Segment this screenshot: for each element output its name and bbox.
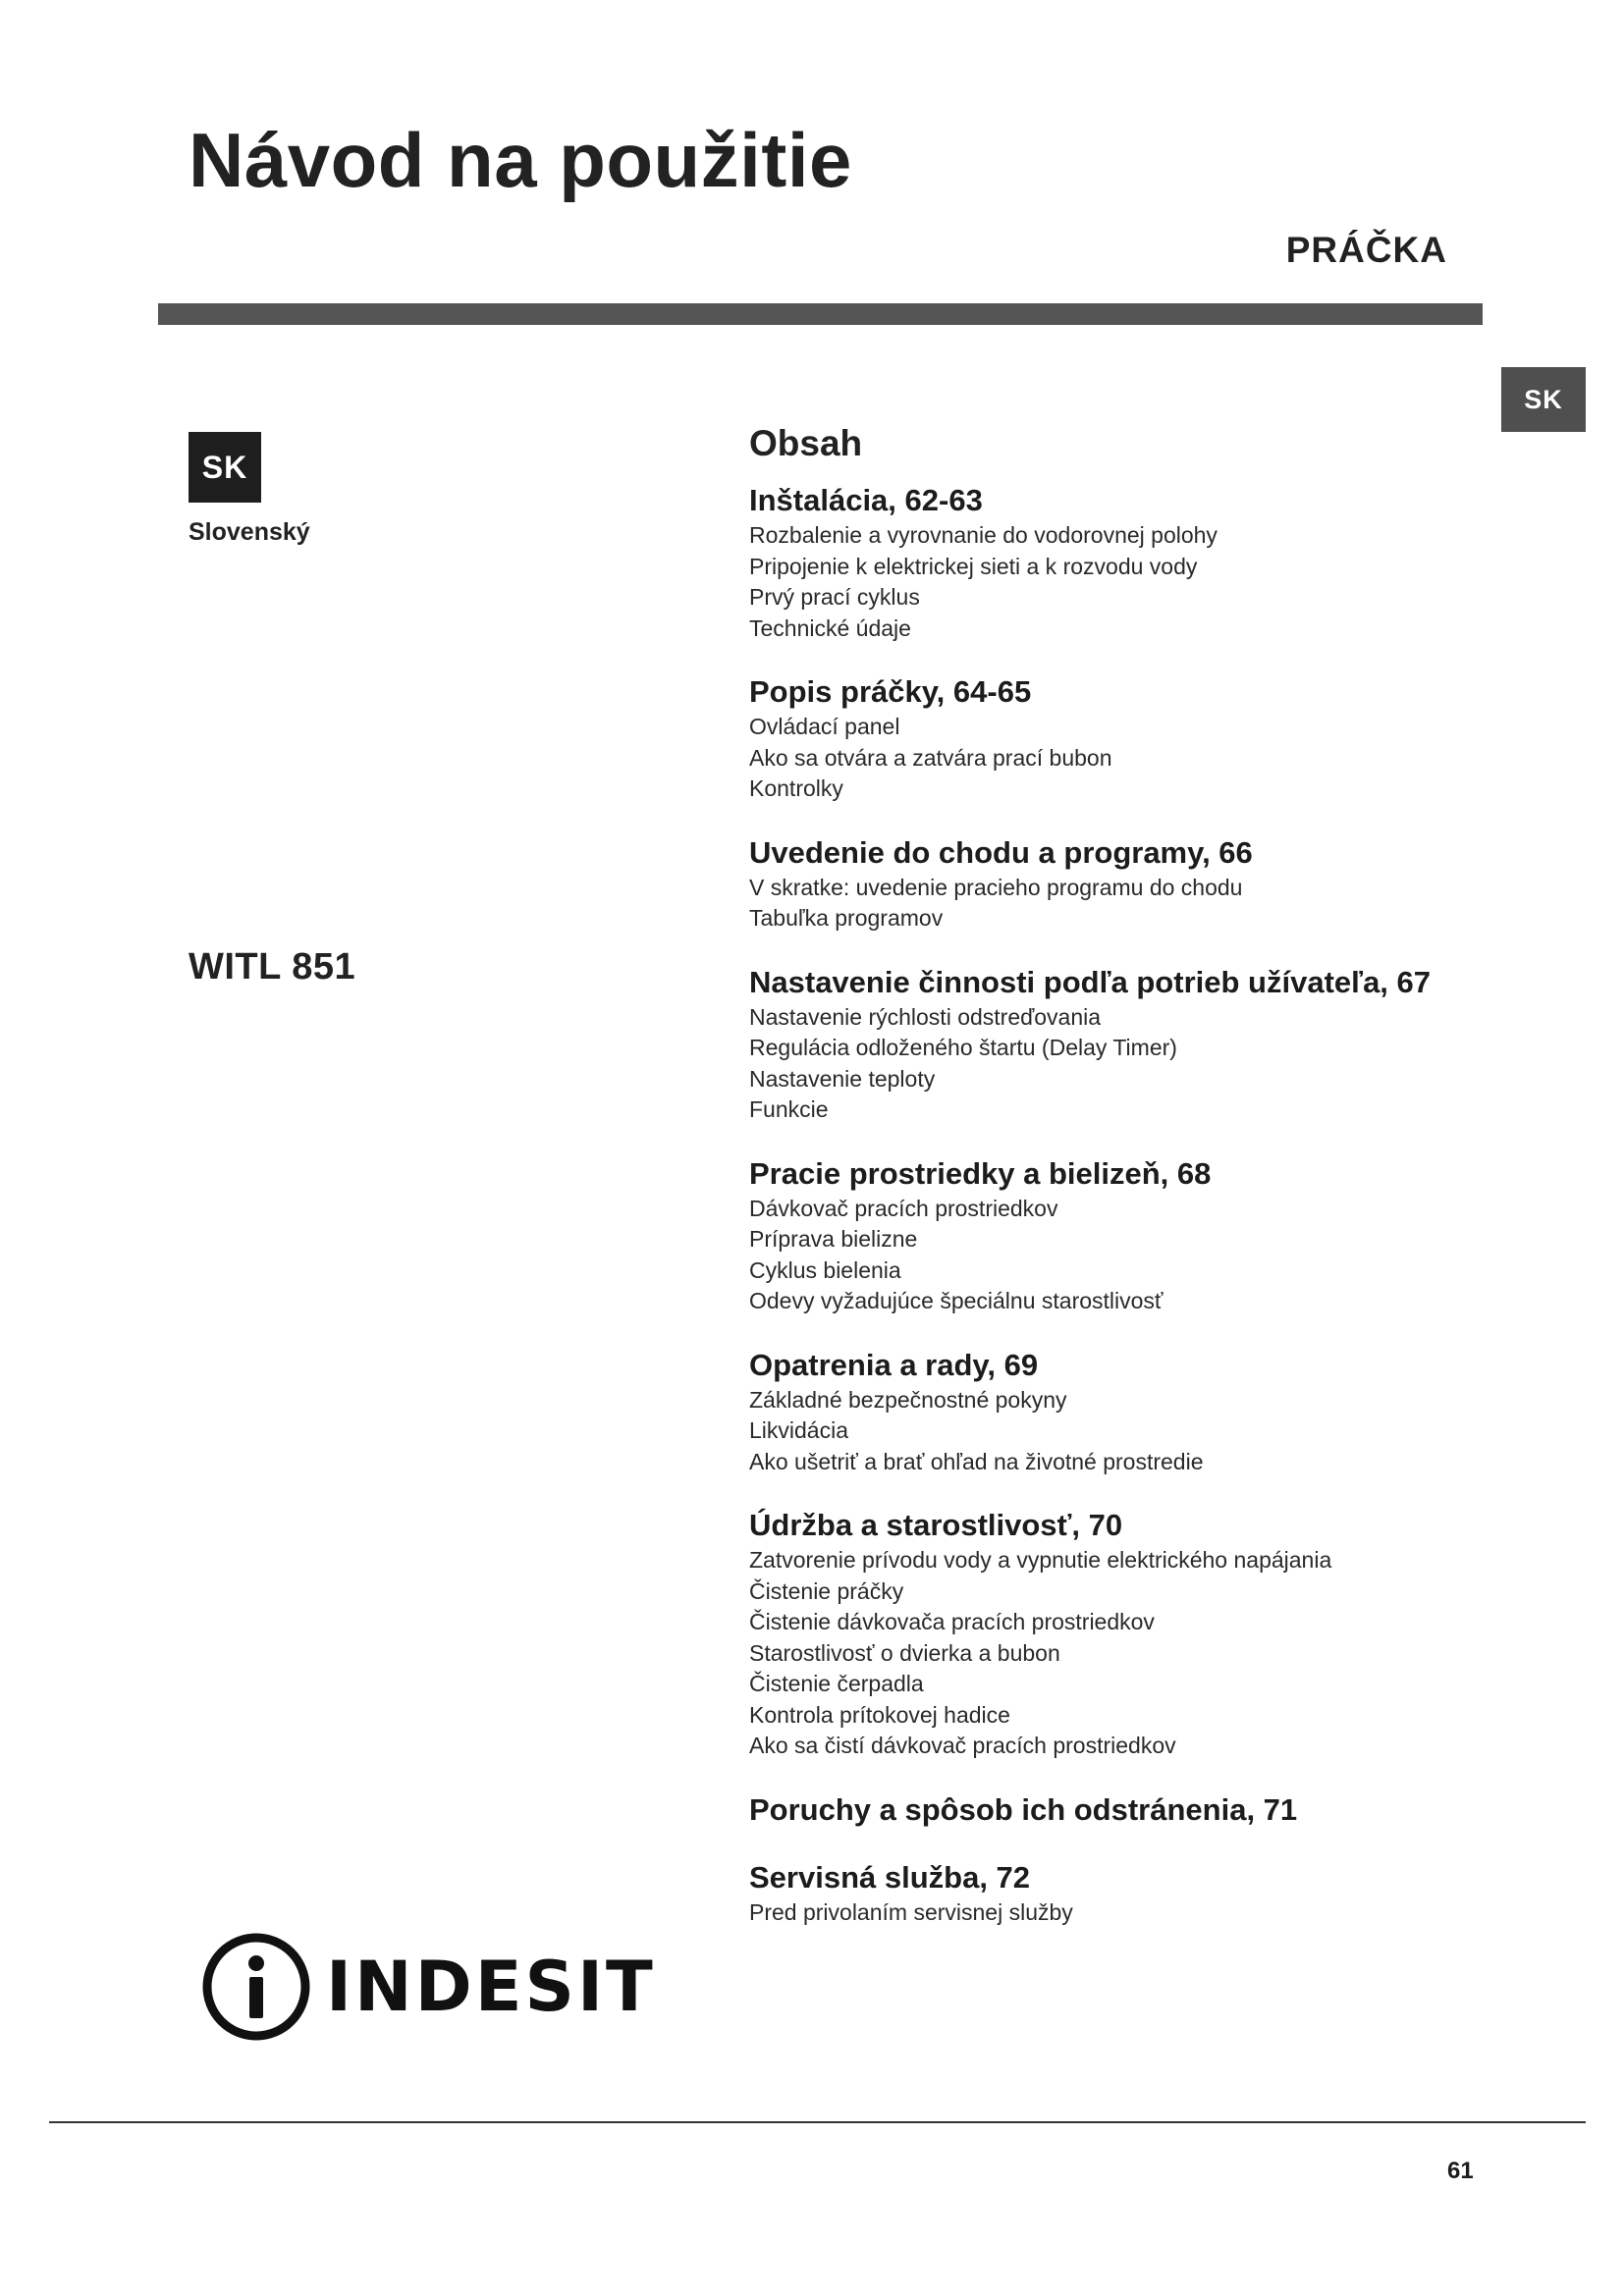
toc-item-list [749, 1194, 1495, 1317]
toc-section [749, 1790, 1495, 1830]
toc-item: Pripojenie k elektrickej sieti a k rozvodu vody [749, 553, 1198, 579]
toc-item: Tabuľka programov [749, 905, 944, 931]
toc-item: Likvidácia [749, 1417, 848, 1443]
footer-rule [49, 2121, 1586, 2123]
toc-item: Nastavenie rýchlosti odstreďovania [749, 1003, 1102, 1030]
toc-section [749, 1154, 1495, 1317]
toc-item: Dávkovač pracích prostriedkov [749, 1195, 1058, 1221]
toc-item: Čistenie dávkovača pracích prostriedkov [749, 1609, 1155, 1634]
toc-item: V skratke: uvedenie pracieho programu do chodu [749, 874, 1243, 900]
table-of-contents [749, 420, 1495, 1956]
model-name: WITL 851 [189, 946, 356, 988]
toc-section-heading: Inštalácia, 62-63 [749, 483, 983, 517]
toc-item-list [749, 873, 1495, 934]
toc-item: Rozbalenie a vyrovnanie do vodorovnej polohy [749, 522, 1218, 548]
toc-section-heading: Servisná služba, 72 [749, 1859, 1031, 1895]
toc-sections [749, 481, 1495, 1928]
toc-item-list [749, 1545, 1495, 1762]
toc-item: Regulácia odloženého štartu (Delay Timer) [749, 1035, 1177, 1060]
toc-section-heading: Nastavenie činnosti podľa potrieb užívateľa, 67 [749, 964, 1432, 999]
toc-item: Čistenie práčky [749, 1577, 904, 1604]
toc-item: Ako ušetriť a brať ohľad na životné prostredie [749, 1448, 1204, 1474]
toc-section [749, 963, 1495, 1126]
toc-section [749, 481, 1495, 644]
brand-wordmark: INDESIT [326, 1947, 656, 2027]
toc-title: Obsah [749, 423, 863, 463]
language-side-tab: SK [1501, 367, 1586, 432]
language-name: Slovenský [189, 518, 310, 546]
toc-item: Príprava bielizne [749, 1226, 918, 1252]
language-badge: SK [189, 432, 261, 503]
toc-item: Funkcie [749, 1096, 829, 1122]
toc-item-list [749, 520, 1495, 644]
toc-item: Ovládací panel [749, 714, 900, 739]
toc-item: Nastavenie teploty [749, 1065, 936, 1092]
toc-item: Technické údaje [749, 614, 911, 641]
toc-section-heading: Pracie prostriedky a bielizeň, 68 [749, 1155, 1212, 1191]
toc-item: Prvý prací cyklus [749, 584, 920, 610]
toc-item: Ako sa otvára a zatvára prací bubon [749, 744, 1112, 771]
indesit-logo [200, 1928, 656, 2046]
toc-section-heading: Opatrenia a rady, 69 [749, 1347, 1039, 1382]
toc-section [749, 1858, 1495, 1929]
toc-section [749, 672, 1495, 805]
toc-section [749, 833, 1495, 934]
header-bar [158, 303, 1483, 325]
toc-item-list [749, 1385, 1495, 1478]
toc-item: Kontrola prítokovej hadice [749, 1701, 1010, 1728]
toc-section [749, 1346, 1495, 1478]
toc-item: Zatvorenie prívodu vody a vypnutie elektrického napájania [749, 1547, 1332, 1573]
page-title: Návod na použitie [189, 117, 852, 203]
toc-item-list [749, 1002, 1495, 1126]
toc-section-heading: Poruchy a spôsob ich odstránenia, 71 [749, 1791, 1298, 1827]
page-number: 61 [1447, 2158, 1474, 2184]
toc-item-list [749, 712, 1495, 805]
toc-item: Ako sa čistí dávkovač pracích prostriedkov [749, 1733, 1176, 1758]
toc-item: Odevy vyžadujúce špeciálnu starostlivosť [749, 1288, 1164, 1313]
toc-section-heading: Uvedenie do chodu a programy, 66 [749, 834, 1253, 870]
toc-section-heading: Údržba a starostlivosť, 70 [749, 1508, 1123, 1542]
toc-item: Kontrolky [749, 775, 843, 801]
toc-item-list [749, 1897, 1495, 1929]
toc-item: Starostlivosť o dvierka a bubon [749, 1639, 1060, 1666]
indesit-i-circle-icon [200, 1931, 312, 2043]
toc-section-heading: Popis práčky, 64-65 [749, 674, 1032, 709]
toc-item: Pred privolaním servisnej služby [749, 1898, 1073, 1925]
toc-item: Základné bezpečnostné pokyny [749, 1386, 1067, 1413]
toc-section [749, 1506, 1495, 1762]
toc-item: Čistenie čerpadla [749, 1671, 924, 1696]
toc-item: Cyklus bielenia [749, 1256, 901, 1283]
product-name: PRÁČKA [1285, 230, 1447, 270]
